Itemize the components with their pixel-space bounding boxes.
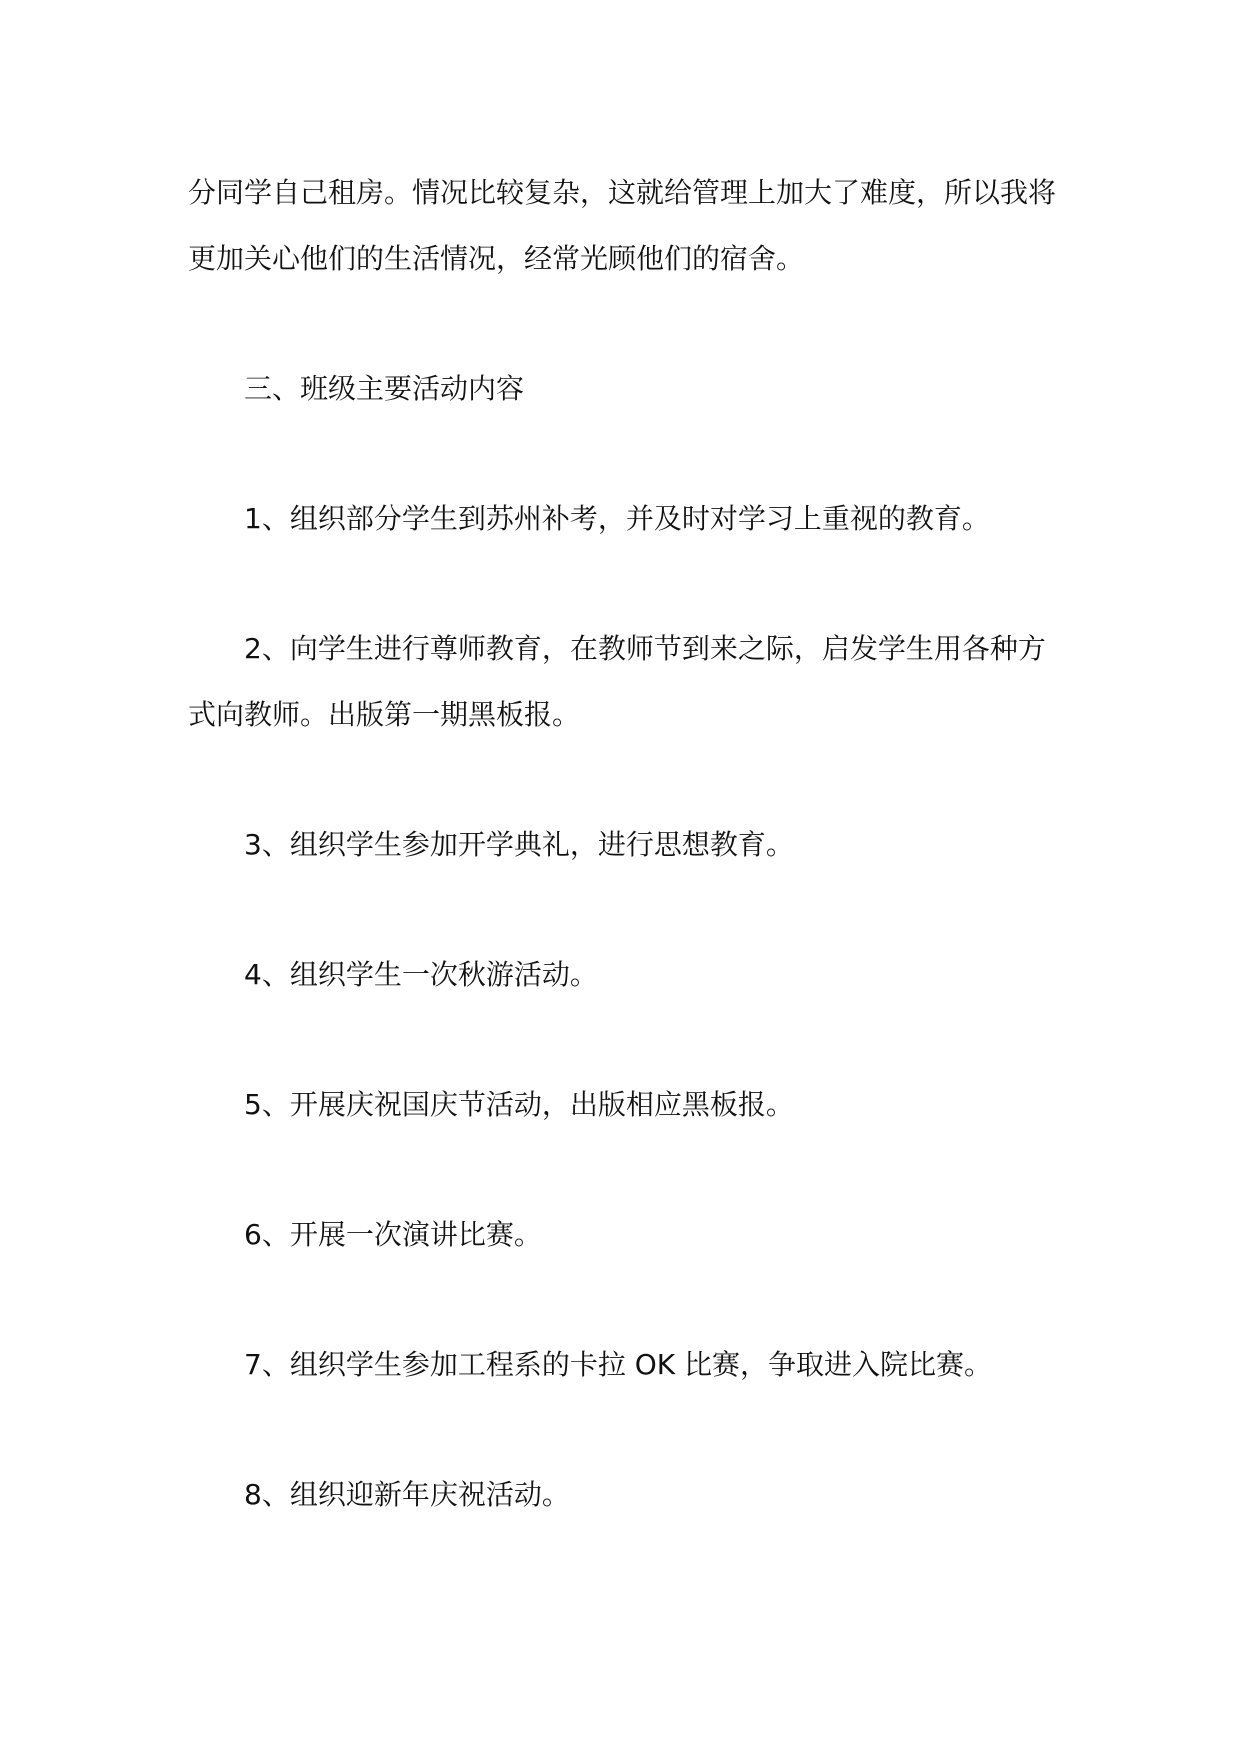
paragraph-spacer [188,1138,1058,1202]
paragraph-spacer [188,1008,1058,1072]
section-heading: 三、班级主要活动内容 [244,372,525,405]
list-item: 8、组织迎新年庆祝活动。 [244,1478,570,1511]
list-item: 6、开展一次演讲比赛。 [244,1218,542,1251]
paragraph-spacer [188,422,1058,486]
paragraph-spacer [188,292,1058,356]
paragraph-continued: 分同学自己租房。情况比较复杂，这就给管理上加大了难度，所以我将更加关心他们的生活情况，经常光顾他们的宿舍。 [188,176,1057,275]
list-item: 2、向学生进行尊师教育，在教师节到来之际，启发学生用各种方式向教师。出版第一期黑板报。 [188,632,1046,731]
list-item: 3、组织学生参加开学典礼，进行思想教育。 [244,828,794,861]
paragraph-spacer [188,748,1058,812]
document-body [188,160,1058,1528]
paragraph-spacer [188,878,1058,942]
paragraph-spacer [188,1268,1058,1332]
list-item: 5、开展庆祝国庆节活动，出版相应黑板报。 [244,1088,794,1121]
paragraph-spacer [188,1398,1058,1462]
paragraph-spacer [188,552,1058,616]
list-item: 4、组织学生一次秋游活动。 [244,958,598,991]
list-item: 1、组织部分学生到苏州补考，并及时对学习上重视的教育。 [244,502,990,535]
list-item: 7、组织学生参加工程系的卡拉 OK 比赛，争取进入院比赛。 [244,1348,993,1381]
